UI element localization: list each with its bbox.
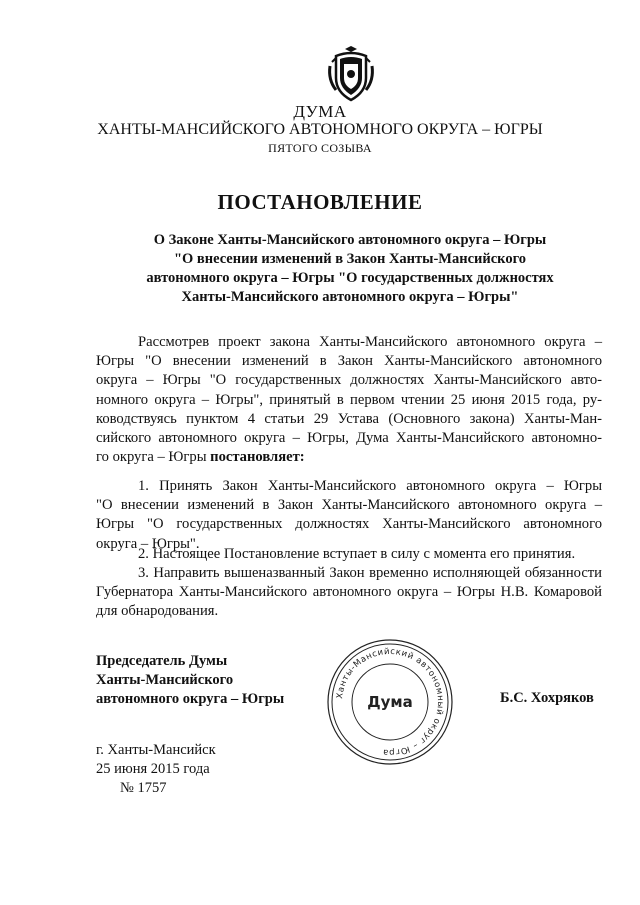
- preamble-paragraph: [96, 333, 602, 467]
- signatory-title: [96, 652, 284, 709]
- text-line: номного округа – Югры", принятый в первом чтении 25 июня 2015 года, ру-: [96, 391, 602, 408]
- item-3: [96, 564, 602, 622]
- text-line: [96, 448, 602, 467]
- signatory-name: Б.С. Хохряков: [500, 690, 594, 706]
- city: г. Ханты-Мансийск: [96, 742, 216, 758]
- subject-line: О Законе Ханты-Мансийского автономного округа – Югры: [153, 232, 547, 248]
- preamble-tail: го округа – Югры: [96, 449, 211, 466]
- text-line: Югры "О внесении изменений в Закон Ханты-Мансийского автономного: [96, 353, 602, 370]
- text-line: 2. Настоящее Постановление вступает в силу с момента его принятия.: [138, 546, 576, 562]
- text-line: округа – Югры "О государственных должностях Ханты-Мансийского авто-: [96, 372, 602, 389]
- item-1: [96, 477, 602, 554]
- text-line: округа – Югры".: [96, 535, 200, 552]
- convocation: ПЯТОГО СОЗЫВА: [268, 141, 372, 155]
- subject-line: "О внесении изменений в Закон Ханты-Мансийского: [173, 251, 527, 267]
- date: 25 июня 2015 года: [96, 761, 210, 777]
- signatory-line: Председатель Думы: [96, 653, 228, 669]
- org-region: ХАНТЫ-МАНСИЙСКОГО АВТОНОМНОГО ОКРУГА – ЮГРЫ: [97, 121, 543, 138]
- subject-line: автономного округа – Югры "О государственных должностях: [146, 270, 554, 286]
- text-line: ководствуясь пунктом 4 статьи 29 Устава (Основного закона) Ханты-Ман-: [96, 410, 602, 427]
- coat-of-arms-icon: [326, 44, 376, 102]
- text-line: 1. Принять Закон Ханты-Мансийского автономного округа – Югры: [138, 478, 602, 494]
- text-line: Рассмотрев проект закона Ханты-Мансийского автономного округа –: [138, 334, 602, 350]
- org-name: ДУМА: [293, 102, 347, 121]
- text-line: 3. Направить вышеназванный Закон временно исполняющей обязанности: [138, 565, 602, 581]
- document-number: № 1757: [120, 780, 167, 796]
- official-seal: [326, 638, 454, 766]
- seal-center-text: Дума: [367, 693, 413, 711]
- subject-line: Ханты-Мансийского автономного округа – Югры": [181, 289, 519, 305]
- text-line: сийского автономного округа – Югры, Дума Ханты-Мансийского автономно-: [96, 429, 602, 446]
- resolution-keyword: постановляет:: [210, 449, 305, 466]
- text-line: для обнародования.: [96, 603, 219, 620]
- place-date-block: [96, 741, 216, 798]
- signatory-line: Ханты-Мансийского: [96, 672, 234, 688]
- item-2: [96, 545, 602, 564]
- seal-ring-text: Ханты-Мансийский автономный округ – Югра: [335, 646, 446, 758]
- text-line: Губернатора Ханты-Мансийского автономного округа – Югры Н.В. Комаровой: [96, 584, 602, 601]
- text-line: "О внесении изменений в Закон Ханты-Мансийского автономного округа –: [96, 497, 602, 514]
- signatory-line: автономного округа – Югры: [96, 691, 285, 707]
- document-type: ПОСТАНОВЛЕНИЕ: [217, 190, 423, 214]
- document-subject: [100, 231, 600, 307]
- text-line: Югры "О государственных должностях Ханты-Мансийского автономного: [96, 516, 602, 533]
